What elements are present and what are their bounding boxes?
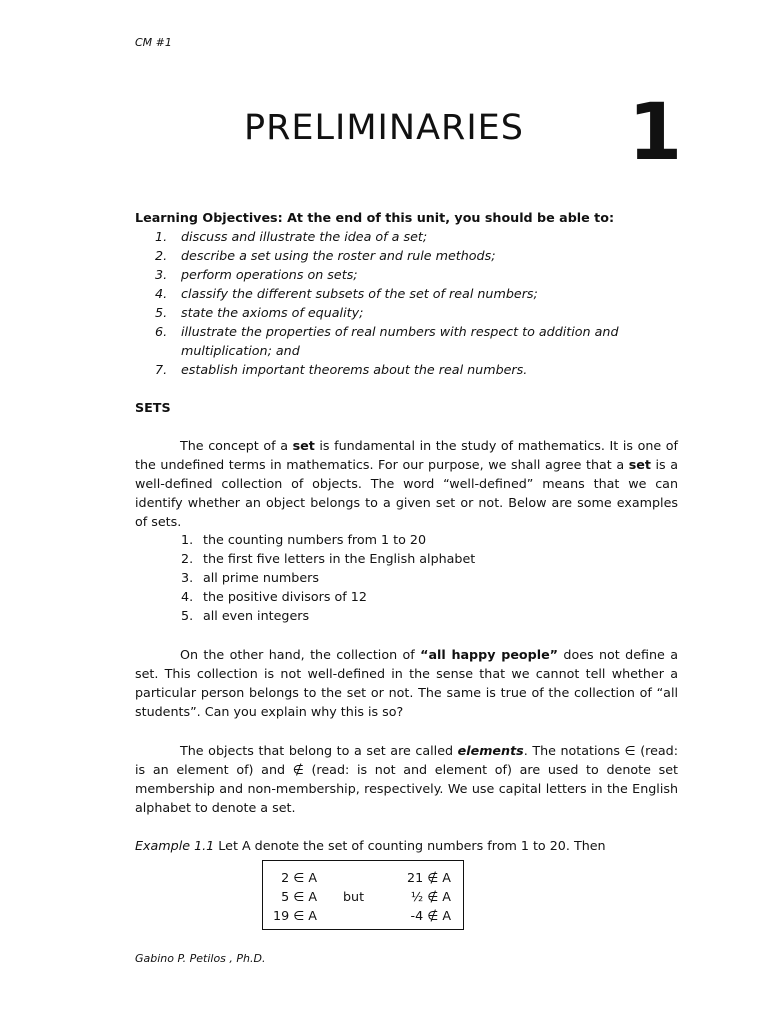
text-run: The concept of a bbox=[180, 438, 293, 453]
list-text: discuss and illustrate the idea of a set; bbox=[181, 229, 428, 244]
page-title: PRELIMINARIES bbox=[244, 108, 524, 148]
paragraph-non-sets bbox=[135, 645, 678, 721]
bold-term: set bbox=[628, 457, 651, 472]
membership-cell: -4 ∉ A bbox=[410, 908, 451, 923]
list-item bbox=[155, 360, 680, 379]
text-run: The objects that belong to a set are called bbox=[180, 743, 458, 758]
list-number: 5. bbox=[181, 608, 194, 623]
list-text: all even integers bbox=[203, 608, 310, 623]
list-text: establish important theorems about the real numbers. bbox=[181, 362, 528, 377]
list-item bbox=[155, 227, 680, 246]
chapter-number: 1 bbox=[628, 88, 683, 178]
list-text: perform operations on sets; bbox=[181, 267, 358, 282]
text-run: does not define a set. This collection is not well-defined in the sense that we cannot tell whether a particular person belongs to the set or not. The same is true of the collection of “all students”. Can you explain why this is so? bbox=[135, 647, 678, 719]
list-item bbox=[155, 265, 680, 284]
membership-connector: but bbox=[343, 889, 365, 904]
bold-term: “all happy people” bbox=[420, 647, 559, 662]
list-number: 2. bbox=[181, 551, 194, 566]
membership-table bbox=[262, 860, 464, 930]
header-code: CM #1 bbox=[135, 36, 172, 49]
list-number: 4. bbox=[181, 589, 194, 604]
list-number: 6. bbox=[155, 324, 168, 339]
footer-author: Gabino P. Petilos , Ph.D. bbox=[135, 952, 266, 965]
list-number: 3. bbox=[181, 570, 194, 585]
bold-term: set bbox=[292, 438, 315, 453]
example-text: Let A denote the set of counting numbers from 1 to 20. Then bbox=[214, 838, 606, 853]
list-item bbox=[181, 606, 475, 625]
list-text: the positive divisors of 12 bbox=[203, 589, 367, 604]
list-number: 4. bbox=[155, 286, 168, 301]
list-text: the counting numbers from 1 to 20 bbox=[203, 532, 427, 547]
list-number: 2. bbox=[155, 248, 168, 263]
text-run: . The notations ∈ (read: is an element of) and ∉ (read: is not and element of) are used to denote set membership and non-membership, respectively. We use capital letters in the English alphabet to denote a set. bbox=[135, 743, 678, 815]
list-number: 5. bbox=[155, 305, 168, 320]
list-text: classify the different subsets of the set of real numbers; bbox=[181, 286, 538, 301]
list-item bbox=[155, 322, 680, 360]
example-intro bbox=[135, 836, 606, 855]
membership-cell: 5 ∈ A bbox=[281, 889, 317, 904]
list-text: illustrate the properties of real numbers with respect to addition and multiplication; and bbox=[181, 324, 619, 358]
text-run: On the other hand, the collection of bbox=[180, 647, 421, 662]
set-examples-list bbox=[181, 530, 475, 625]
membership-cell: 21 ∉ A bbox=[407, 870, 451, 885]
text-run: is a well-defined collection of objects. The word “well-defined” means that we can identify whether an object belongs to a given set or not. Below are some examples of sets. bbox=[135, 457, 678, 529]
list-number: 7. bbox=[155, 362, 168, 377]
text-run: is fundamental in the study of mathematics. It is one of the undefined terms in mathematics. For our purpose, we shall agree that a bbox=[135, 438, 678, 472]
list-text: all prime numbers bbox=[203, 570, 319, 585]
list-number: 1. bbox=[155, 229, 168, 244]
paragraph-elements bbox=[135, 741, 678, 817]
objectives-list bbox=[155, 227, 680, 379]
list-item bbox=[181, 568, 475, 587]
membership-cell: 19 ∈ A bbox=[273, 908, 317, 923]
membership-column-right bbox=[399, 868, 451, 925]
bold-italic-term: elements bbox=[457, 743, 524, 758]
section-heading-sets: SETS bbox=[135, 400, 171, 415]
list-item bbox=[155, 284, 680, 303]
objectives-heading: Learning Objectives: At the end of this unit, you should be able to: bbox=[135, 210, 615, 225]
list-item bbox=[181, 549, 475, 568]
membership-cell: ½ ∉ A bbox=[410, 889, 451, 904]
list-item bbox=[155, 303, 680, 322]
list-item bbox=[181, 587, 475, 606]
membership-column-left bbox=[271, 868, 317, 925]
example-label: Example 1.1 bbox=[135, 838, 215, 853]
membership-cell: 2 ∈ A bbox=[281, 870, 317, 885]
list-number: 1. bbox=[181, 532, 194, 547]
list-item bbox=[181, 530, 475, 549]
paragraph-set-definition bbox=[135, 436, 678, 531]
list-item bbox=[155, 246, 680, 265]
list-text: state the axioms of equality; bbox=[181, 305, 364, 320]
list-text: describe a set using the roster and rule methods; bbox=[181, 248, 496, 263]
list-number: 3. bbox=[155, 267, 168, 282]
list-text: the first five letters in the English alphabet bbox=[203, 551, 476, 566]
